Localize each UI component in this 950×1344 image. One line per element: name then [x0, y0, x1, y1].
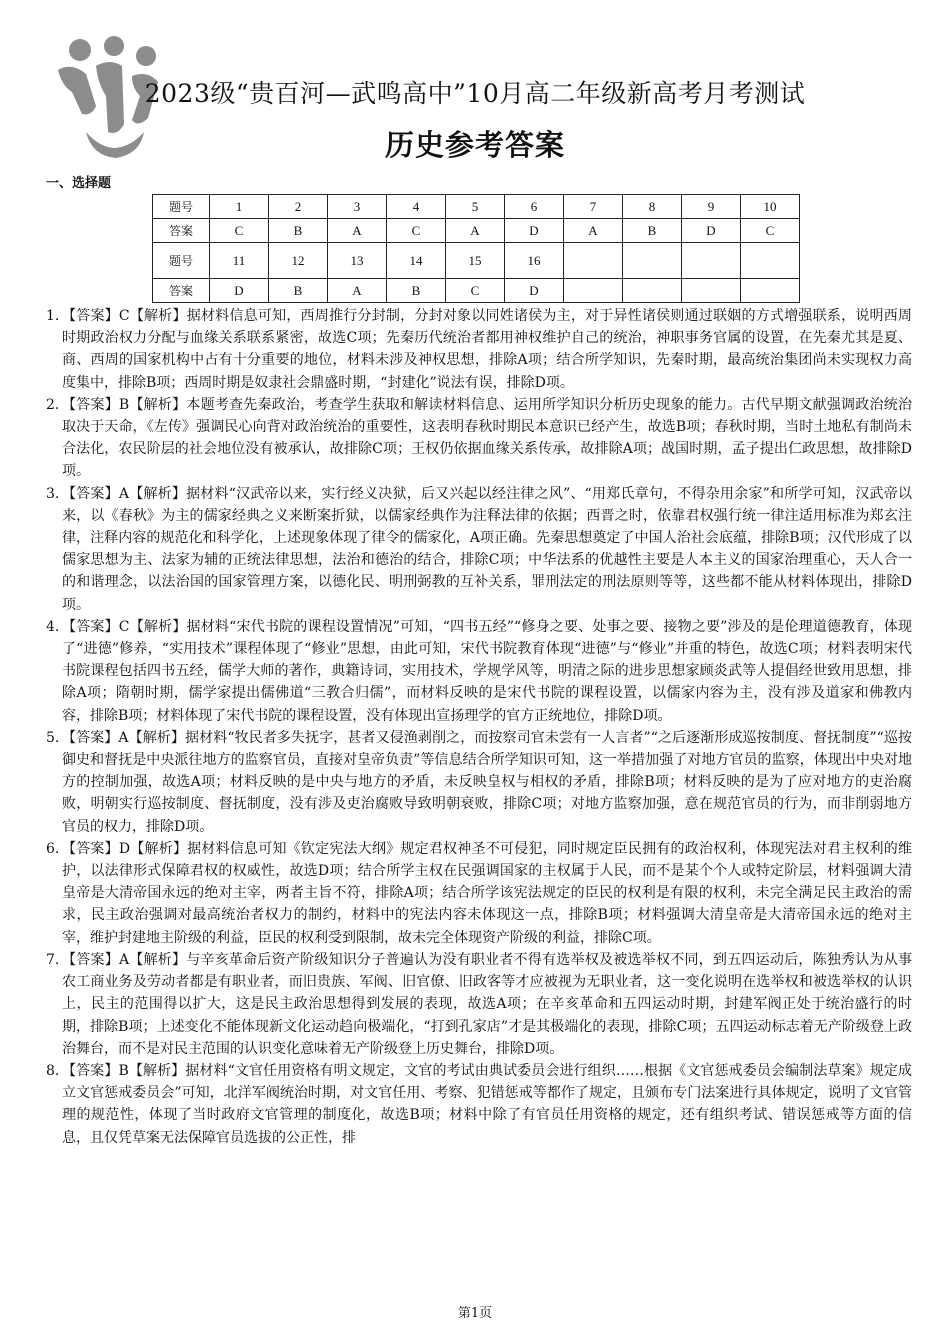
table-cell	[682, 243, 741, 279]
table-row	[153, 219, 800, 243]
table-cell: 3	[328, 195, 387, 219]
table-cell: D	[505, 279, 564, 303]
table-cell	[623, 243, 682, 279]
table-cell: C	[741, 219, 800, 243]
table-cell: 4	[387, 195, 446, 219]
table-cell	[682, 279, 741, 303]
table-cell: 5	[446, 195, 505, 219]
item-number: 3.	[46, 485, 60, 502]
item-text: 【答案】B【解析】本题考查先秦政治，考查学生获取和解读材料信息、运用所学知识分析历史现象的能力。古代早期文献强调政治统治取决于天命，《左传》强调民心向背对政治统治的重要性，这表明春秋时期民本意识已经产生，故选B项；春秋时期，当时土地私有制尚未合法化，农民阶层的社会地位没有被承认，故排除C项；王权仍依据血缘关系传承，故排除A项；战国时期，孟子提出仁政思想，故排除D项。	[62, 396, 912, 480]
table-cell: 8	[623, 195, 682, 219]
table-row	[153, 195, 800, 219]
item-text: 【答案】A【解析】据材料“牧民者多失抚字，甚者又侵渔剥削之，而按察司官未尝有一人言者”“之后逐渐形成巡按制度、督抚制度”“巡按御史和督抚是中央派往地方的监察官员，直接对皇帝负责”等信息结合所学知识可知，这一举措加强了对地方官员的监察，体现出中央对地方的控制加强，故选A项；材料反映的是中央与地方的矛盾，未反映皇权与相权的矛盾，排除B项；材料反映的是为了应对地方的吏治腐败，明朝实行巡按制度、督抚制度，没有涉及吏治腐败导致明朝衰败，排除C项；对地方监察加强，意在规范官员的行为，而非削弱地方官员的权力，排除D项。	[62, 729, 912, 835]
table-cell: 10	[741, 195, 800, 219]
table-cell: C	[387, 219, 446, 243]
item-number: 4.	[46, 618, 60, 635]
list-item	[46, 727, 912, 838]
item-text: 【答案】A【解析】与辛亥革命后资产阶级知识分子普遍认为没有职业者不得有选举权及被选举权不同，到五四运动后，陈独秀认为从事农工商业务及劳动者都是有职业者，而旧贵族、军阀、旧官僚、旧政客等才应被视为无职业者，这一变化说明在选举权和被选举权的认识上，民主的范围得以扩大，这是民主政治思想得到发展的表现，故选A项；在辛亥革命和五四运动时期，封建军阀正处于统治盛行的时期，排除B项；上述变化不能体现新文化运动趋向极端化，“打到孔家店”才是其极端化的表现，排除C项；五四运动标志着无产阶级登上政治舞台，而不是对民主范围的认识变化意味着无产阶级登上历史舞台，排除D项。	[62, 951, 912, 1057]
table-cell: 1	[210, 195, 269, 219]
table-cell: 2	[269, 195, 328, 219]
table-row	[153, 243, 800, 279]
table-cell: B	[387, 279, 446, 303]
table-cell: 13	[328, 243, 387, 279]
list-item	[46, 483, 912, 616]
answer-table	[152, 194, 800, 303]
table-cell: A	[328, 279, 387, 303]
table-cell: A	[328, 219, 387, 243]
table-cell	[623, 279, 682, 303]
list-item	[46, 616, 912, 727]
table-cell: A	[564, 219, 623, 243]
answer-explanations	[46, 305, 912, 1149]
table-cell	[564, 243, 623, 279]
item-text: 【答案】A【解析】据材料“汉武帝以来，实行经义决狱，后又兴起以经注律之风”、“用郑氏章句，不得杂用余家”和所学可知，汉武帝以来，以《春秋》为主的儒家经典之义来断案折狱，以儒家经典作为注释法律的依据；西晋之时，依靠君权强行统一律注适用标准为郑玄注律，注释内容的规范化和科学化，上述现象体现了律令的儒家化，A项正确。先秦思想奠定了中国人治社会底蕴，排除B项；汉代形成了以儒家思想为主、法家为辅的正统法律思想，法治和德治的结合，排除C项；中华法系的优越性主要是人本主义的国家治理重心，天人合一的和谐理念，以法治国的国家管理方案，以德化民、明刑弼教的互补关系，罪刑法定的刑法原则等等，这些都不能从材料体现出，排除D项。	[62, 485, 912, 613]
table-cell	[564, 279, 623, 303]
table-cell: A	[446, 219, 505, 243]
section-title: 一、选择题	[46, 176, 112, 191]
list-item	[46, 305, 912, 394]
table-cell: D	[505, 219, 564, 243]
table-cell	[741, 279, 800, 303]
row-label: 答案	[153, 219, 210, 243]
table-cell: 11	[210, 243, 269, 279]
table-cell: 9	[682, 195, 741, 219]
table-cell: 12	[269, 243, 328, 279]
item-number: 5.	[46, 729, 60, 746]
item-number: 1.	[46, 308, 60, 324]
row-label: 题号	[153, 195, 210, 219]
table-cell: D	[682, 219, 741, 243]
list-item	[46, 838, 912, 949]
item-number: 7.	[46, 951, 60, 968]
item-text: 【答案】C【解析】据材料“宋代书院的课程设置情况”可知，“四书五经”“修身之要、处事之要、接物之要”涉及的是伦理道德教育，体现了“进德”修养，“实用技术”课程体现了“修业”思想，由此可知，宋代书院教育体现“进德”与“修业”并重的特色，故选C项；材料表明宋代书院课程包括四书五经，儒学大师的著作，典籍诗词，实用技术，学规学风等，明清之际的进步思想家顾炎武等人提倡经世致用思想，排除A项；隋朝时期，儒学家提出儒佛道“三教合归儒”，而材料反映的是宋代书院的课程设置，以儒家内容为主，没有涉及道家和佛教内容，排除B项；材料体现了宋代书院的课程设置，没有体现出宣扬理学的官方正统地位，排除D项。	[62, 618, 912, 724]
item-text: 【答案】D【解析】据材料信息可知《钦定宪法大纲》规定君权神圣不可侵犯，同时规定臣民拥有的政治权利，体现宪法对君主权利的维护，以法律形式保障君权的权威性，故选D项；结合所学主权在民强调国家的主权属于人民，而不是某个个人或特定阶层，材料强调大清皇帝是大清帝国永远的绝对主宰，两者主旨不符，排除A项；结合所学该宪法规定的臣民的权利是有限的权利，未完全满足民主政治的需求，民主政治强调对最高统治者权力的制约，材料中的宪法内容未体现这一点，排除B项；材料强调大清皇帝是大清帝国永远的绝对主宰，维护封建地主阶级的利益，臣民的权利受到限制，故未完全体现资产阶级的利益，排除C项。	[62, 840, 912, 946]
table-cell: 15	[446, 243, 505, 279]
page-subtitle: 历史参考答案	[384, 128, 565, 162]
table-cell: B	[269, 279, 328, 303]
row-label: 题号	[153, 243, 210, 279]
page-number: 第1页	[457, 1306, 493, 1321]
table-cell: 7	[564, 195, 623, 219]
table-row	[153, 279, 800, 303]
row-label: 答案	[153, 279, 210, 303]
item-number: 6.	[46, 840, 60, 857]
table-cell: B	[623, 219, 682, 243]
item-text: 【答案】B【解析】据材料“文官任用资格有明文规定，文官的考试由典试委员会进行组织……根据《文官惩戒委员会编制法草案》规定成立文官惩戒委员会”可知，北洋军阀统治时期，对文官任用、考察、犯错惩戒等都作了规定，且颁布专门法案进行具体规定，说明了文官管理的规范性，体现了当时政府文官管理的制度化，故选B项；材料中除了有官员任用资格的规定，还有组织考试、错误惩戒等方面的信息，且仅凭草案无法保障官员选拔的公正性，排	[62, 1062, 912, 1146]
list-item	[46, 1060, 912, 1149]
table-cell: 16	[505, 243, 564, 279]
table-cell: 14	[387, 243, 446, 279]
table-cell: C	[446, 279, 505, 303]
item-text: 【答案】C【解析】据材料信息可知，西周推行分封制，分封对象以同姓诸侯为主，对于异性诸侯则通过联姻的方式增强联系，说明西周时期政治权力分配与血缘关系联系紧密，故选C项；先秦历代统治者都用神权维护自己的统治，神职事务官属的设置，在先秦尤其是夏、商、西周的国家机构中占有十分重要的地位，材料未涉及神权思想，排除A项；结合所学知识，先秦时期，最高统治集团尚未实现权力高度集中，排除B项；西周时期是奴隶社会鼎盛时期，“封建化”说法有误，排除D项。	[62, 308, 912, 391]
list-item	[46, 949, 912, 1060]
table-cell: D	[210, 279, 269, 303]
table-cell: B	[269, 219, 328, 243]
item-number: 2.	[46, 396, 60, 413]
table-cell	[741, 243, 800, 279]
table-cell: C	[210, 219, 269, 243]
page-title: 2023级“贵百河—武鸣高中”10月高二年级新高考月考测试	[144, 79, 806, 108]
item-number: 8.	[46, 1062, 60, 1079]
list-item	[46, 394, 912, 483]
table-cell: 6	[505, 195, 564, 219]
